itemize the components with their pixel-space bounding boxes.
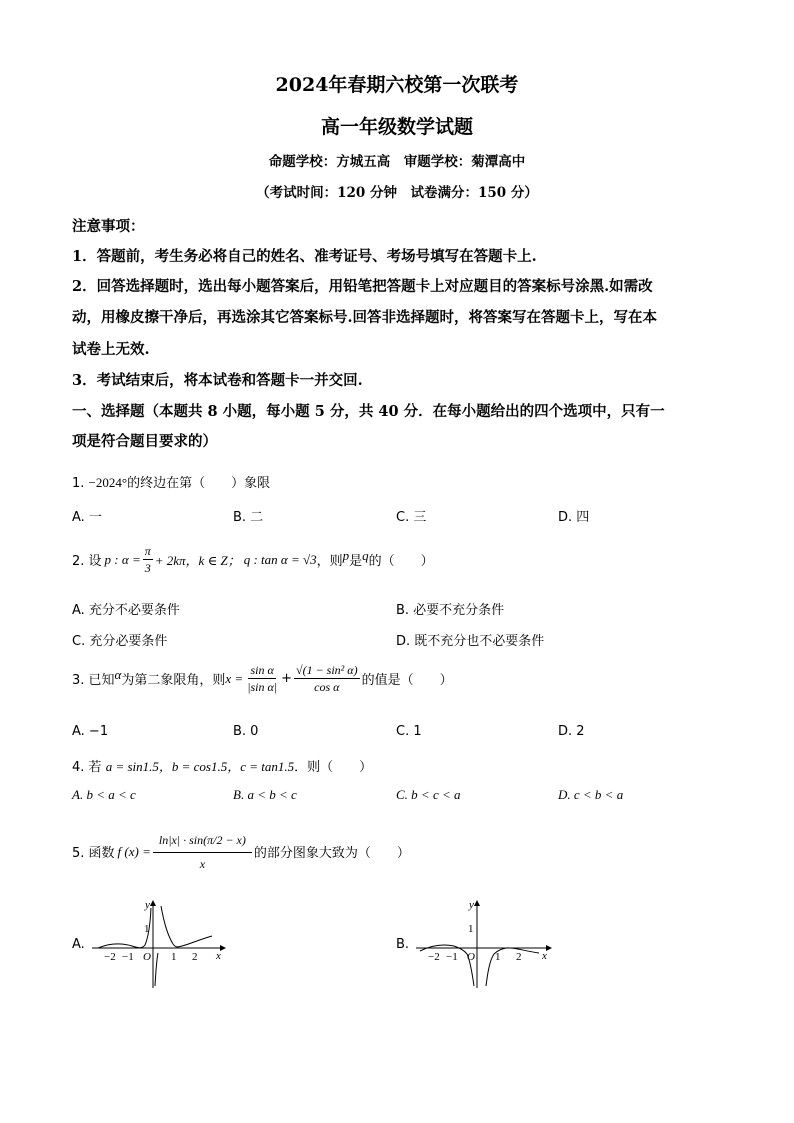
graph-b-x-label: x [542,950,547,962]
q5-f-lhs: f (x) = [117,843,151,859]
q3-option-a: A. −1 [72,724,109,739]
exam-subtitle: 高一年级数学试题 [320,116,473,138]
q1-option-c: C. 三 [396,510,427,525]
graph-a-y-label: y [145,899,150,911]
q3-alpha: α [114,666,122,682]
q1-option-b: B. 二 [233,510,264,525]
graph-b-y-arrow [474,900,480,906]
graph-a-curve-left-branch [155,953,158,986]
graph-a-tick-1: 1 [171,951,177,963]
q3-fraction-2 [294,662,360,695]
notes-heading: 注意事项： [72,218,145,235]
question-2 [72,543,434,576]
graph-a-y-tick-1: 1 [144,923,150,935]
q3-x-eq: x = [225,670,244,686]
q4-prefix: 4. 若 [72,760,102,775]
q3-f1-den: |sin α| [247,680,278,694]
q1-angle: −2024° [88,475,128,490]
q2-post-b: 是 [349,554,363,569]
q2-post-c: 的（ ） [368,554,434,569]
q4-option-c: C. b < c < a [396,787,461,802]
q5-frac-den: x [199,857,206,871]
q3-f2-num: √(1 − sin² α) [296,663,358,677]
note-2-line-2: 动，用橡皮擦干净后，再选涂其它答案标号.回答非选择题时，将答案写在答题卡上，写在本 [72,309,658,326]
section1-line-2: 项是符合题目要求的） [72,433,217,450]
graph-b-y-tick-1: 1 [468,923,474,935]
q2-p-def: p : α = [104,551,141,567]
graph-a-x-label: x [216,950,221,962]
q2-q-def: q : tan α = √3 [243,551,317,567]
q5-prefix: 5. 函数 [72,846,115,861]
exam-title: 2024年春期六校第一次联考 [275,74,519,96]
note-1: 1．答题前，考生务必将自己的姓名、准考证号、考场号填写在答题卡上. [72,248,537,265]
q3-f2-den: cos α [314,680,340,694]
exam-schools: 命题学校：方城五高 审题学校：菊潭高中 [268,154,526,170]
section1-line-1: 一、选择题（本题共 8 小题，每小题 5 分，共 40 分．在每小题给出的四个选项中，只有一 [72,403,665,420]
q3-mid: 为第二象限角，则 [121,673,226,688]
graph-b-x-arrow [546,945,552,951]
q3-option-b: B. 0 [233,724,259,739]
graph-b-curve-right [486,948,539,986]
graph-a-tick-neg1: −1 [122,951,134,963]
graph-b-tick-2: 2 [516,951,522,963]
q3-option-d: D. 2 [558,724,585,739]
question-3 [72,662,453,695]
q5-graph-b [414,898,559,993]
q2-p: p [342,547,350,563]
graph-b-tick-neg1: −1 [446,951,458,963]
q2-option-c: C. 充分必要条件 [72,634,168,649]
graph-b-y-label: y [469,899,474,911]
note-2-line-3: 试卷上无效. [72,341,150,358]
q2-option-d: D. 既不充分也不必要条件 [396,634,545,649]
q3-prefix: 3. 已知 [72,673,115,688]
graph-b-tick-neg2: −2 [428,951,440,963]
question-4 [72,756,372,775]
q1-option-d: D. 四 [558,510,590,525]
q2-q: q [362,547,369,563]
q3-f1-num: sin α [250,663,274,677]
graph-b-origin: O [467,951,475,963]
q5-fraction [153,828,252,875]
q1-number: 1. [72,476,85,491]
question-5 [72,828,410,875]
q3-fraction-1 [245,662,279,695]
note-2-line-1: 2．回答选择题时，选出每小题答案后，用铅笔把答题卡上对应题目的答案标号涂黑.如需改 [72,278,653,295]
q3-post: 的值是（ ） [361,673,453,688]
q4-option-a: A. b < a < c [72,787,136,802]
q2-option-a: A. 充分不必要条件 [72,603,180,618]
q2-prefix: 2. 设 [72,554,102,569]
graph-a-x-arrow [220,945,226,951]
graph-a-curve-right [161,906,212,947]
q5-option-b-label: B. [396,937,410,952]
q4-post: ．则（ ） [294,760,373,775]
q2-p-def-rest: + 2kπ，k ∈ Z； [154,553,241,568]
q5-post: 的部分图象大致为（ ） [253,846,410,861]
graph-a-origin: O [143,951,151,963]
q4-option-b: B. a < b < c [233,787,297,802]
q2-frac-den: 3 [144,561,151,575]
graph-a-tick-neg2: −2 [104,951,116,963]
q3-plus: + [281,671,292,686]
exam-time-score: （考试时间：120 分钟 试卷满分：150 分） [256,185,538,201]
graph-b-tick-1: 1 [495,951,501,963]
q4-option-d: D. c < b < a [558,787,624,802]
question-1 [72,472,270,491]
q3-option-c: C. 1 [396,724,422,739]
q2-frac-num: π [144,544,151,558]
q5-graph-a [90,898,230,993]
q2-option-b: B. 必要不充分条件 [396,603,505,618]
q1-option-a: A. 一 [72,510,102,525]
q4-defs: a = sin1.5，b = cos1.5，c = tan1.5 [105,759,295,774]
q5-option-a-label: A. [72,937,85,952]
q2-fraction [143,543,153,576]
q1-text: 的终边在第（ ）象限 [127,476,271,491]
q5-frac-num: ln|x| · sin(π/2 − x) [153,828,252,853]
graph-a-y-arrow [150,900,156,906]
graph-a-tick-2: 2 [192,951,198,963]
q2-post-a: ，则 [316,554,343,569]
note-3: 3．考试结束后，将本试卷和答题卡一并交回. [72,372,363,389]
